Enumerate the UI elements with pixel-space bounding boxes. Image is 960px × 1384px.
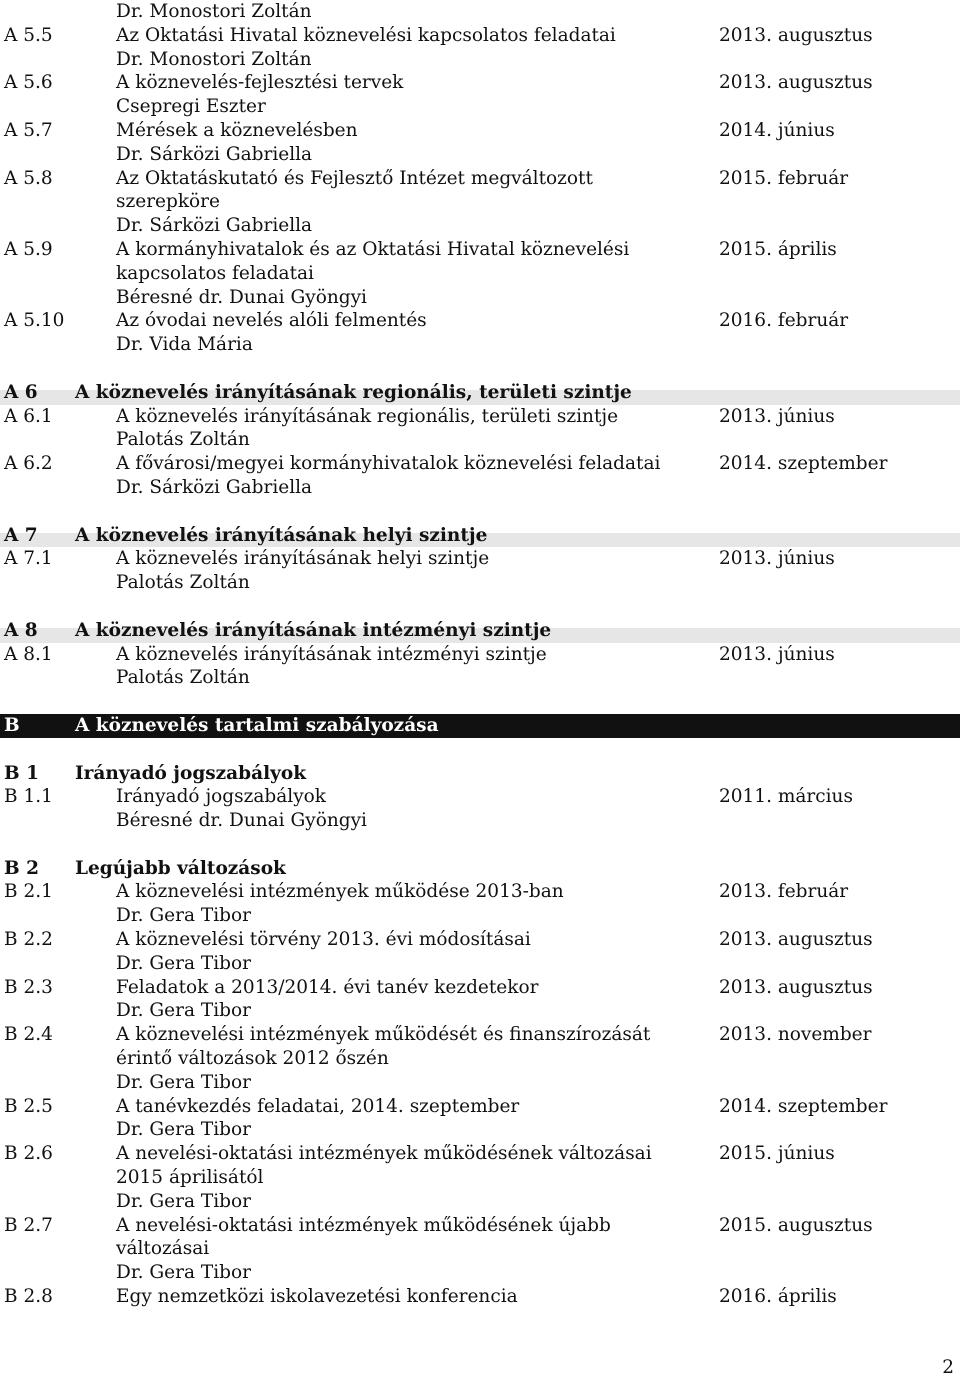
entry-code: B 2.2 [4,929,53,951]
table-of-contents [0,24,960,1309]
entry-title: A köznevelési intézmények működését és finanszírozását [116,1024,651,1046]
list-item [0,119,960,143]
entry-author: Palotás Zoltán [116,572,250,594]
entry-author: Dr. Sárközi Gabriella [116,476,313,498]
section-spacer [0,690,960,714]
entry-code: B 2.7 [4,1214,53,1236]
entry-code: B 2.4 [4,1024,53,1046]
section-title: A köznevelés tartalmi szabályozása [75,714,439,736]
section-title: A köznevelés irányításának regionális, területi szintje [75,381,632,403]
entry-date: 2013. február [719,881,849,903]
entry-title: A köznevelés irányításának helyi szintje [116,548,490,570]
entry-author: Dr. Gera Tibor [116,1190,251,1212]
author-line [0,1118,960,1142]
entry-date: 2013. augusztus [719,976,873,998]
entry-title: Irányadó jogszabályok [116,786,327,808]
entry-author: Dr. Gera Tibor [116,952,251,974]
author-line [0,476,960,500]
list-item [0,1214,960,1238]
entry-author: Dr. Monostori Zoltán [116,48,312,70]
entry-title: Az óvodai nevelés alóli felmentés [116,310,427,332]
entry-code: B 2.8 [4,1286,53,1308]
entry-title: érintő változások 2012 őszén [116,1048,389,1070]
entry-title: szerepköre [116,191,220,213]
entry-title: kapcsolatos feladatai [116,262,314,284]
section-heading [0,381,960,405]
entry-author: Palotás Zoltán [116,667,250,689]
section-title: A köznevelés irányításának intézményi szintje [75,619,552,641]
list-item [0,405,960,429]
entry-author: Dr. Gera Tibor [116,1262,251,1284]
author-line [0,95,960,119]
entry-date: 2015. február [719,167,849,189]
author-line [0,1261,960,1285]
entry-author: Dr. Sárközi Gabriella [116,215,313,237]
entry-title: A tanévkezdés feladatai, 2014. szeptember [116,1095,520,1117]
list-item [0,309,960,333]
section-heading [0,857,960,881]
entry-title: Mérések a köznevelésben [116,119,358,141]
section-title: Legújabb változások [75,857,286,879]
author-line [0,809,960,833]
section-title: A köznevelés irányításának helyi szintje [75,524,488,546]
section-code: A 7 [4,524,38,546]
entry-author: Dr. Sárközi Gabriella [116,143,313,165]
entry-author: Dr. Gera Tibor [116,1119,251,1141]
entry-date: 2013. augusztus [719,929,873,951]
section-spacer [0,595,960,619]
entry-date: 2013. november [719,1024,872,1046]
entry-title: 2015 áprilisától [116,1167,264,1189]
list-item-continuation [0,190,960,214]
entry-title: A köznevelési intézmények működése 2013-ban [116,881,564,903]
page-number: 2 [942,1357,954,1378]
section-heading [0,619,960,643]
entry-author: Dr. Gera Tibor [116,1000,251,1022]
list-item [0,785,960,809]
author-line [0,143,960,167]
section-code: B [4,714,20,736]
entry-title: változásai [116,1238,210,1260]
entry-code: A 6.2 [4,453,53,475]
entry-title: A köznevelés irányításának regionális, területi szintje [116,405,619,427]
section-code: A 6 [4,381,38,403]
list-item [0,976,960,1000]
author-line [0,952,960,976]
section-title: Irányadó jogszabályok [75,762,307,784]
section-spacer [0,738,960,762]
entry-date: 2013. június [719,405,835,427]
entry-title: A nevelési-oktatási intézmények működésének változásai [116,1143,652,1165]
list-item [0,24,960,48]
author-line [0,286,960,310]
author-line [0,48,960,72]
entry-title: Feladatok a 2013/2014. évi tanév kezdetekor [116,976,539,998]
entry-date: 2011. március [719,786,853,808]
entry-code: A 5.7 [4,119,53,141]
list-item [0,1023,960,1047]
entry-author: Dr. Gera Tibor [116,1071,251,1093]
entry-title: Az Oktatási Hivatal köznevelési kapcsolatos feladatai [116,24,616,46]
list-item [0,880,960,904]
entry-author: Béresné dr. Dunai Gyöngyi [116,286,367,308]
section-spacer [0,833,960,857]
list-item-continuation [0,262,960,286]
entry-title: A köznevelés-fejlesztési tervek [116,72,404,94]
entry-date: 2016. április [719,1286,837,1308]
author-line [0,904,960,928]
list-item [0,452,960,476]
list-item [0,643,960,667]
entry-code: A 7.1 [4,548,53,570]
list-item [0,928,960,952]
entry-title: Az Oktatáskutató és Fejlesztő Intézet megváltozott [116,167,593,189]
entry-date: 2014. június [719,119,835,141]
list-item [0,167,960,191]
entry-code: A 5.5 [4,24,53,46]
entry-date: 2013. augusztus [719,72,873,94]
author-line [0,999,960,1023]
list-item [0,71,960,95]
entry-date: 2015. április [719,238,837,260]
list-item-continuation [0,1237,960,1261]
author-line [0,0,960,24]
list-item [0,547,960,571]
section-heading [0,762,960,786]
entry-author: Dr. Monostori Zoltán [116,1,312,22]
entry-code: A 5.8 [4,167,53,189]
entry-author: Béresné dr. Dunai Gyöngyi [116,810,367,832]
author-line [0,214,960,238]
entry-code: B 2.6 [4,1143,53,1165]
entry-code: A 5.10 [4,310,65,332]
author-line [0,428,960,452]
entry-date: 2015. június [719,1143,835,1165]
section-spacer [0,500,960,524]
list-item-continuation [0,1047,960,1071]
entry-code: A 6.1 [4,405,53,427]
entry-code: B 2.3 [4,976,53,998]
entry-title: A kormányhivatalok és az Oktatási Hivatal köznevelési [116,238,630,260]
entry-date: 2015. augusztus [719,1214,873,1236]
author-line [0,571,960,595]
section-code: B 1 [4,762,39,784]
section-code: B 2 [4,857,39,879]
entry-title: A köznevelési törvény 2013. évi módosításai [116,929,531,951]
entry-title: A fővárosi/megyei kormányhivatalok köznevelési feladatai [116,453,661,475]
section-heading [0,524,960,548]
author-line [0,666,960,690]
section-spacer [0,357,960,381]
entry-author: Dr. Gera Tibor [116,905,251,927]
entry-title: A köznevelés irányításának intézményi szintje [116,643,547,665]
list-item-continuation [0,1166,960,1190]
entry-date: 2013. augusztus [719,24,873,46]
section-heading [0,714,960,738]
entry-date: 2014. szeptember [719,453,888,475]
entry-title: Egy nemzetközi iskolavezetési konferencia [116,1286,518,1308]
entry-author: Dr. Vida Mária [116,334,253,356]
entry-code: A 5.6 [4,72,53,94]
entry-code: B 2.5 [4,1095,53,1117]
entry-date: 2013. június [719,643,835,665]
entry-date: 2014. szeptember [719,1095,888,1117]
entry-code: B 1.1 [4,786,53,808]
list-item [0,1142,960,1166]
entry-code: B 2.1 [4,881,53,903]
list-item [0,1285,960,1309]
entry-author: Palotás Zoltán [116,429,250,451]
entry-date: 2016. február [719,310,849,332]
entry-code: A 5.9 [4,238,53,260]
entry-author: Csepregi Eszter [116,96,266,118]
entry-date: 2013. június [719,548,835,570]
list-item [0,238,960,262]
list-item [0,1095,960,1119]
author-line [0,1190,960,1214]
author-line [0,333,960,357]
author-line [0,1071,960,1095]
section-code: A 8 [4,619,38,641]
entry-code: A 8.1 [4,643,53,665]
entry-title: A nevelési-oktatási intézmények működésének újabb [116,1214,611,1236]
